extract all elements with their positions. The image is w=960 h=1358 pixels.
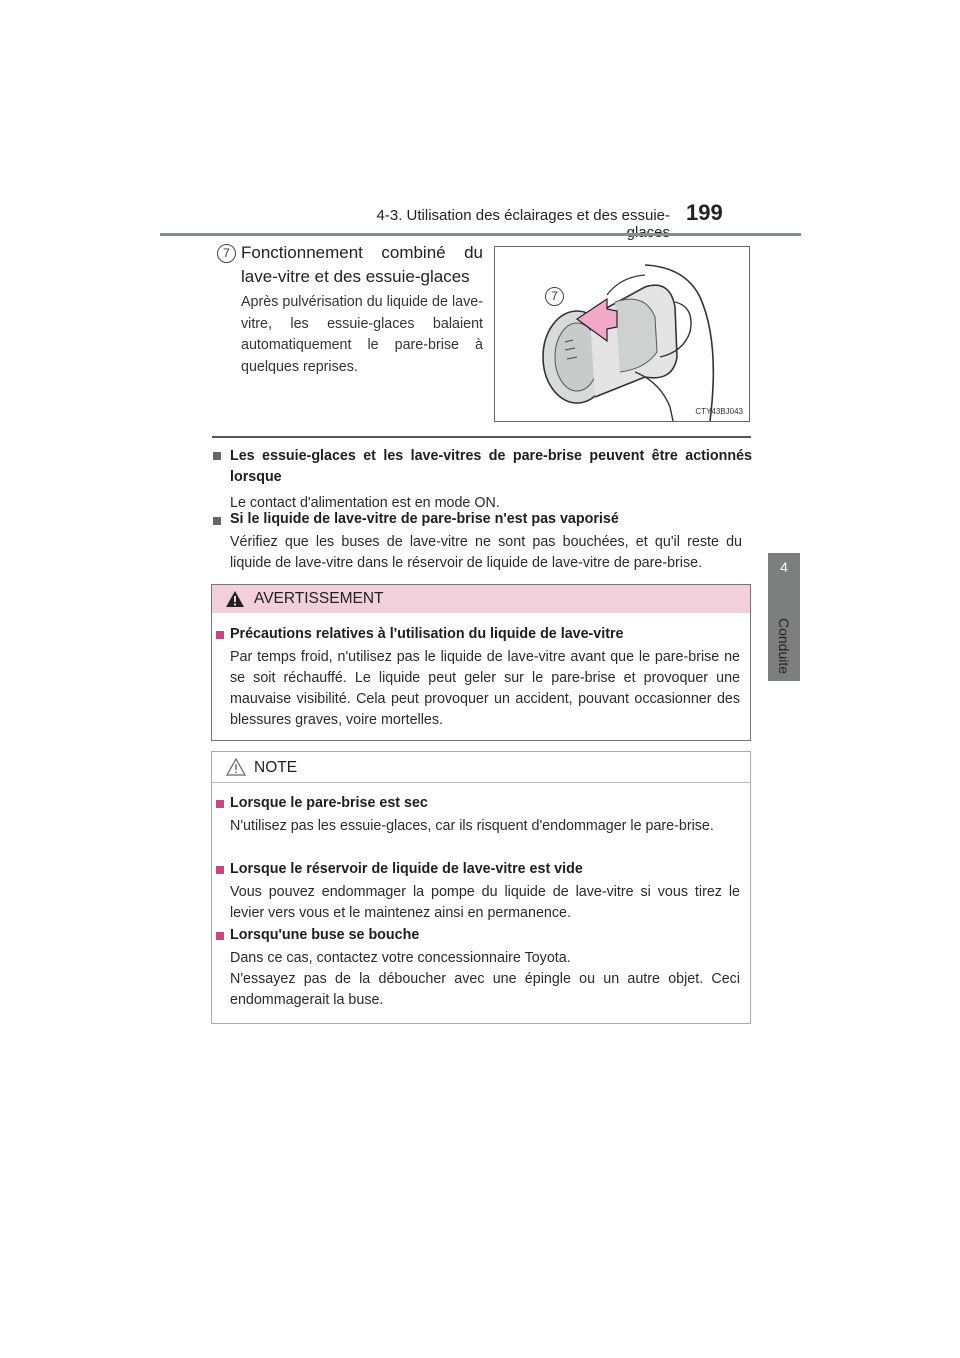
note-item-body-2: Vous pouvez endommager la pompe du liquide de lave-vitre si vous tirez le levier vers vous et le maintenez ainsi en permanence. (230, 884, 740, 921)
item-title: Fonctionnement combiné du lave-vitre et des essuie-glaces (241, 243, 483, 286)
note-item-heading-2: Lorsque le réservoir de liquide de lave-vitre est vide (230, 861, 583, 877)
warning-item-heading: Précautions relatives à l'utilisation du liquide de lave-vitre (230, 626, 624, 642)
bullet-square-icon (216, 800, 224, 808)
note-item-3 (212, 927, 752, 1011)
wiper-lever-illustration (494, 246, 750, 422)
bullet-square-icon (213, 452, 221, 460)
warning-label: AVERTISSEMENT (254, 590, 384, 607)
info-body-1: Le contact d'alimentation est en mode ON. (230, 495, 500, 511)
item-description: Après pulvérisation du liquide de lave-vitre, les essuie-glaces balaient automatiquement le pare-brise à quelques reprises. (241, 294, 483, 375)
info-heading-1: Les essuie-glaces et les lave-vitres de pare-brise peuvent être actionnés lorsque (230, 448, 752, 485)
header-rule (160, 233, 801, 236)
warning-triangle-icon (226, 591, 244, 607)
bullet-square-icon (213, 517, 221, 525)
bullet-square-icon (216, 866, 224, 874)
note-item-heading-3: Lorsqu'une buse se bouche (230, 927, 420, 943)
note-item-body-3: Dans ce cas, contactez votre concessionnaire Toyota. (230, 950, 571, 966)
page-number: 199 (686, 200, 723, 225)
info-block-1 (212, 446, 752, 514)
section-title: 4-3. Utilisation des éclairages et des essuie- (376, 207, 670, 224)
info-block-2 (212, 511, 752, 574)
warning-header (212, 585, 750, 613)
note-item-1 (212, 795, 752, 837)
info-heading-2: Si le liquide de lave-vitre de pare-brise n'est pas vaporisé (230, 511, 619, 527)
chapter-number: 4 (780, 559, 788, 575)
note-header (212, 752, 750, 783)
section-rule (212, 436, 751, 438)
warning-item (212, 626, 752, 731)
bullet-square-icon (216, 932, 224, 940)
note-label: NOTE (254, 759, 298, 776)
warning-item-body: Par temps froid, n'utilisez pas le liquide de lave-vitre avant que le pare-brise ne se soit réchauffé. Le liquide peut geler sur le pare-brise et provoquer une mauvaise visibilité. Cela peut provoquer un accident, pouvant occasionner des blessures graves, voire mortelles. (230, 649, 740, 728)
hand-pulling-lever-drawing (495, 247, 749, 421)
chapter-label: Conduite (776, 618, 792, 675)
item-number-badge: 7 (217, 244, 236, 263)
illustration-code: CTY43BJ043 (695, 407, 743, 416)
note-item-body-1: N'utilisez pas les essuie-glaces, car ils risquent d'endommager le pare-brise. (230, 818, 714, 834)
note-item-2 (212, 861, 752, 924)
caution-triangle-icon (226, 758, 246, 776)
note-item-body-3b: N'essayez pas de la déboucher avec une épingle ou un autre objet. Ceci endommagerait la buse. (230, 971, 740, 1008)
info-body-2: Vérifiez que les buses de lave-vitre ne sont pas bouchées, et qu'il reste du liquide de lave-vitre dans le réservoir de liquide de lave-vitre de pare-brise. (230, 534, 742, 571)
illustration-callout-badge: 7 (545, 287, 564, 306)
note-item-heading-1: Lorsque le pare-brise est sec (230, 795, 428, 811)
bullet-square-icon (216, 631, 224, 639)
